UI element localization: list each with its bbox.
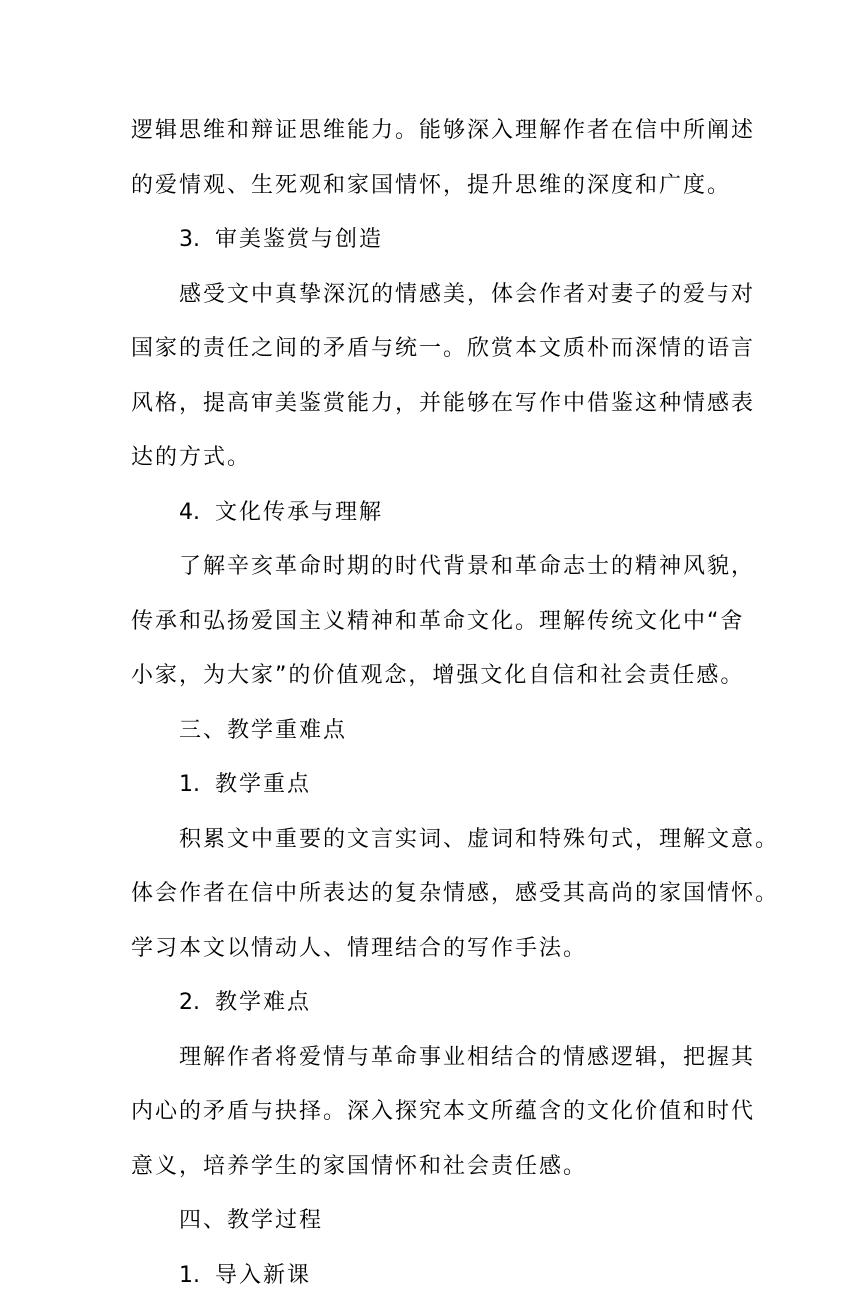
paragraph-line <box>131 1085 731 1140</box>
line-text: 逻辑思维和辩证思维能力。能够深入理解作者在信中所阐述 <box>131 118 755 143</box>
document-body <box>131 104 731 1303</box>
line-text: 传承和弘扬爱国主义精神和革命文化。理解传统文化中“舍 <box>131 609 744 634</box>
line-text: 理解作者将爱情与革命事业相结合的情感逻辑，把握其 <box>179 1045 755 1070</box>
heading-text: 文化传承与理解 <box>215 500 383 525</box>
paragraph-line <box>131 867 731 922</box>
paragraph-line <box>131 922 731 977</box>
paragraph-line <box>131 649 731 704</box>
line-text: 达的方式。 <box>131 445 251 470</box>
paragraph-line <box>131 431 731 486</box>
line-text: 国家的责任之间的矛盾与统一。欣赏本文质朴而深情的语言 <box>131 336 755 361</box>
paragraph-line <box>131 104 731 159</box>
line-text: 三、教学重难点 <box>179 718 347 743</box>
paragraph-line <box>131 322 731 377</box>
line-text: 内心的矛盾与抉择。深入探究本文所蕴含的文化价值和时代 <box>131 1099 755 1124</box>
paragraph-line <box>131 159 731 214</box>
line-text: 四、教学过程 <box>179 1208 323 1233</box>
line-text: 小家，为大家”的价值观念，增强文化自信和社会责任感。 <box>131 663 744 688</box>
line-text: 的爱情观、生死观和家国情怀，提升思维的深度和广度。 <box>131 173 731 198</box>
heading-number: 1. <box>179 1249 215 1303</box>
heading-number: 2. <box>179 976 215 1031</box>
heading-number: 4. <box>179 486 215 541</box>
paragraph-line <box>131 1194 731 1249</box>
heading-number: 1. <box>179 758 215 813</box>
paragraph-line <box>131 1031 731 1086</box>
paragraph-line <box>131 704 731 759</box>
line-text: 积累文中重要的文言实词、虚词和特殊句式，理解文意。 <box>179 827 779 852</box>
paragraph-line <box>131 377 731 432</box>
heading-text: 教学难点 <box>215 990 311 1015</box>
section-heading <box>131 486 731 541</box>
line-text: 体会作者在信中所表达的复杂情感，感受其高尚的家国情怀。 <box>131 881 779 906</box>
line-text: 感受文中真挚深沉的情感美，体会作者对妻子的爱与对 <box>179 282 755 307</box>
line-text: 意义，培养学生的家国情怀和社会责任感。 <box>131 1154 587 1179</box>
paragraph-line <box>131 595 731 650</box>
section-heading <box>131 758 731 813</box>
paragraph-line <box>131 268 731 323</box>
heading-text: 审美鉴赏与创造 <box>215 227 383 252</box>
line-text: 风格，提高审美鉴赏能力，并能够在写作中借鉴这种情感表 <box>131 391 755 416</box>
section-heading <box>131 1249 731 1303</box>
heading-text: 导入新课 <box>215 1263 311 1288</box>
line-text: 学习本文以情动人、情理结合的写作手法。 <box>131 936 587 961</box>
section-heading <box>131 976 731 1031</box>
paragraph-line <box>131 540 731 595</box>
section-heading <box>131 213 731 268</box>
paragraph-line <box>131 813 731 868</box>
line-text: 了解辛亥革命时期的时代背景和革命志士的精神风貌， <box>179 554 755 579</box>
heading-number: 3. <box>179 213 215 268</box>
heading-text: 教学重点 <box>215 772 311 797</box>
paragraph-line <box>131 1140 731 1195</box>
